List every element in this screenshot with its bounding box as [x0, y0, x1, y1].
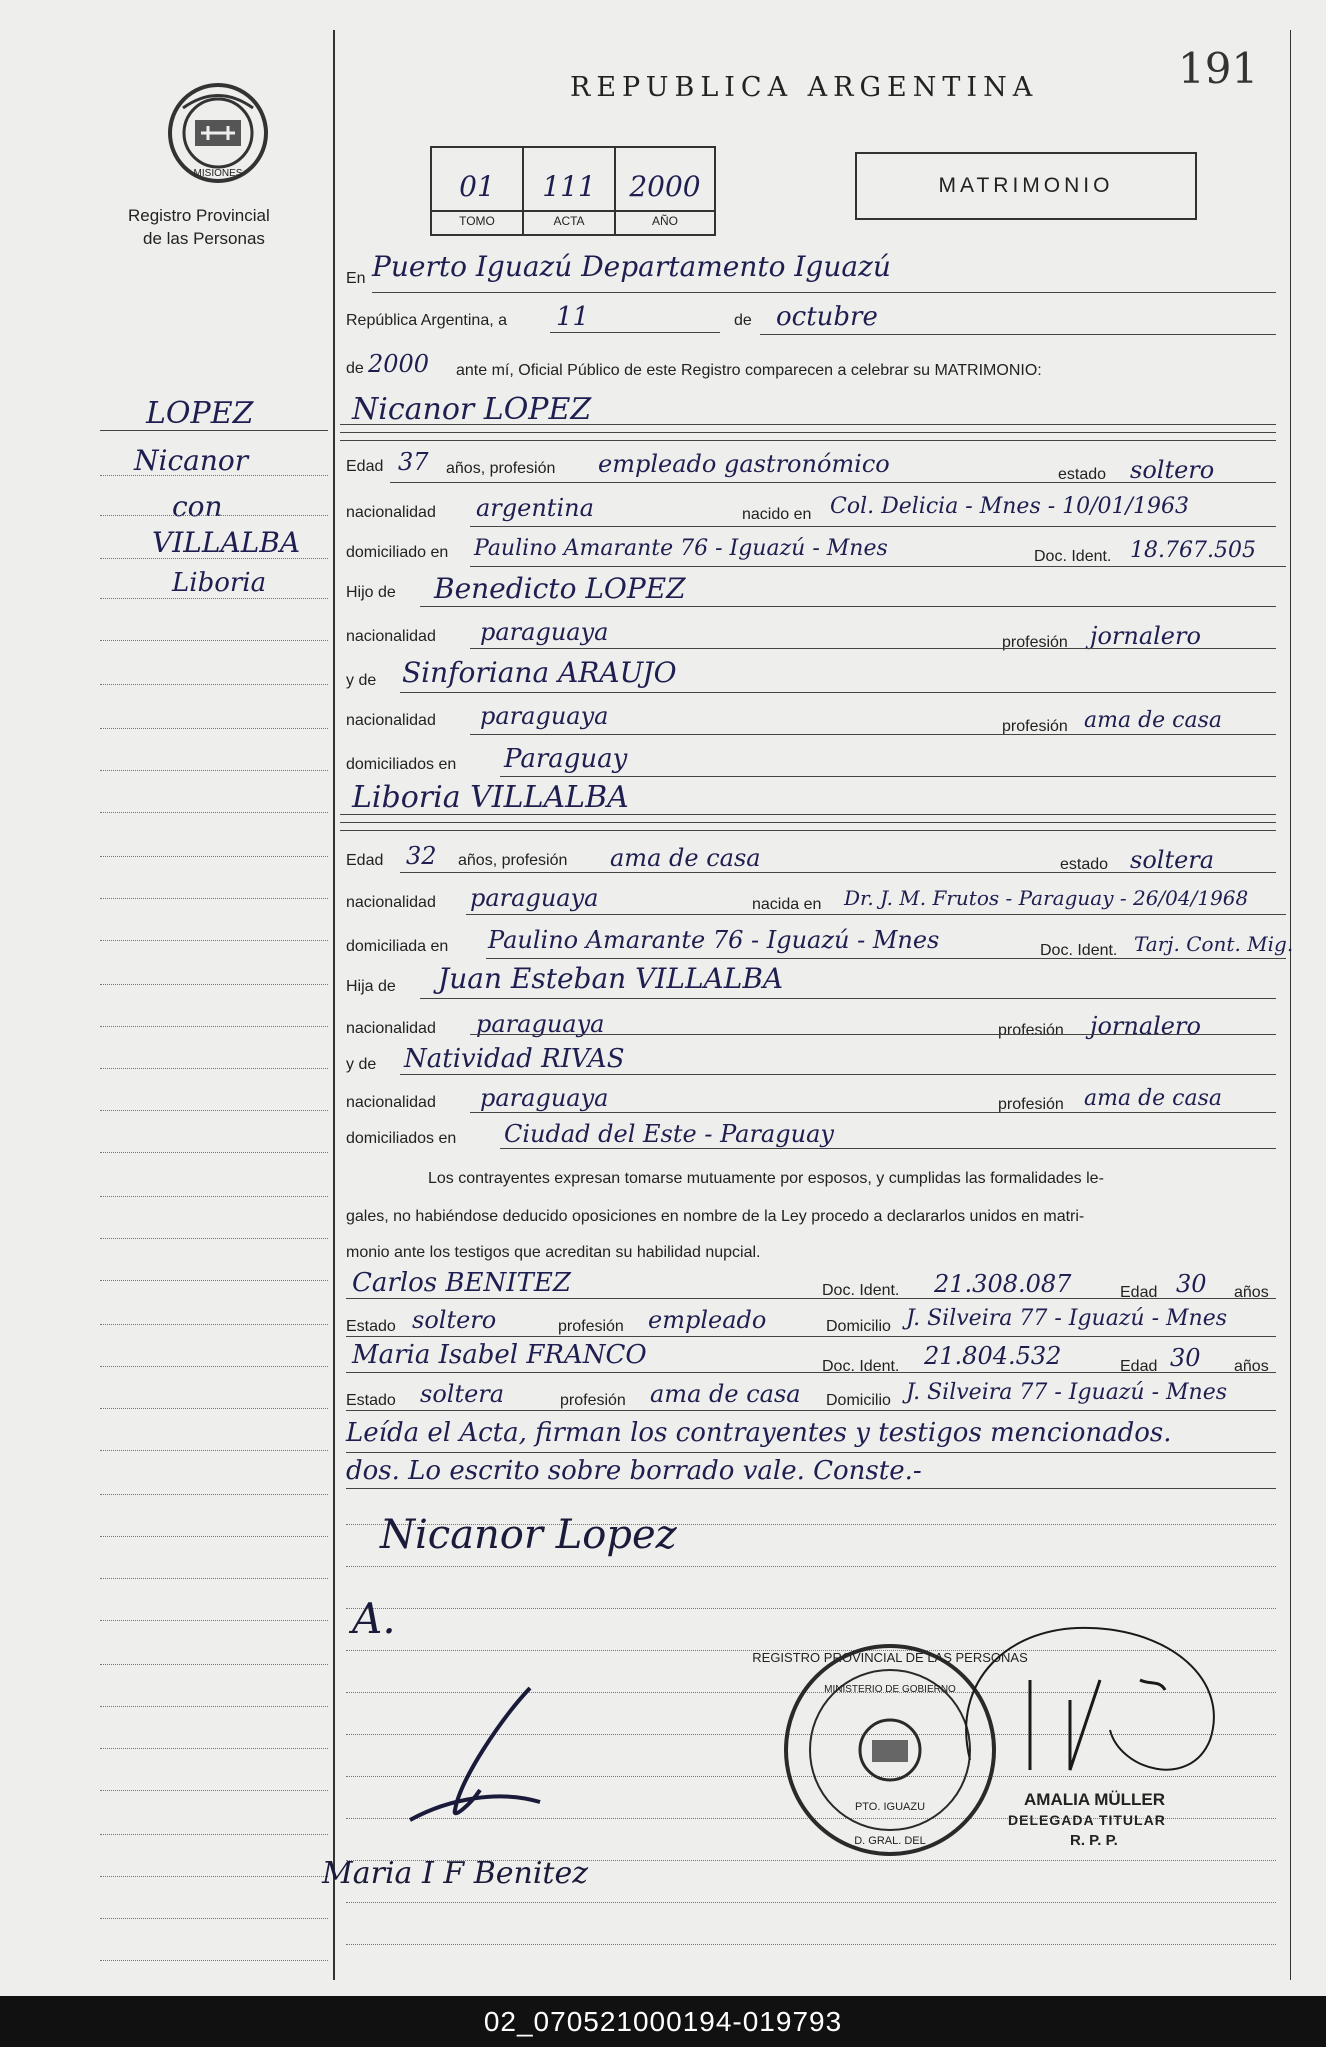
margin-dotted-line: [100, 770, 328, 771]
margin-dotted-line: [100, 558, 328, 559]
entry-rule: [340, 822, 1276, 823]
margin-dotted-line: [100, 1664, 328, 1665]
groom-hijo-label: Hijo de: [346, 584, 396, 601]
entry-rule: [346, 1336, 1276, 1337]
bride-father-nac-label: nacionalidad: [346, 1020, 436, 1037]
groom-signature: Nicanor Lopez: [380, 1512, 677, 1558]
witness-2-age: 30: [1170, 1344, 1201, 1372]
record-type-box: [855, 152, 1197, 220]
groom-estado: soltero: [1130, 456, 1215, 484]
bride-mother-prof-label: profesión: [998, 1096, 1064, 1113]
margin-dotted-line: [100, 984, 328, 985]
margin-dotted-line: [100, 1620, 328, 1621]
groom-full-name: Nicanor LOPEZ: [352, 392, 592, 427]
entry-rule: [470, 566, 1286, 567]
margin-dotted-line: [100, 475, 328, 476]
bride-profession: ama de casa: [610, 844, 761, 872]
closing-line-1: Leída el Acta, firman los contrayentes y testigos mencionados.: [346, 1418, 1172, 1448]
acta-label: ACTA: [553, 214, 585, 228]
entry-rule: [340, 440, 1276, 441]
witness-2-signature: Maria I F Benitez: [322, 1856, 589, 1891]
witness-1-signature-icon: [400, 1680, 550, 1830]
entry-rule: [500, 776, 1276, 777]
document-id-footer: 02_070521000194-019793: [0, 1996, 1326, 2047]
official-signature-icon: [950, 1620, 1240, 1790]
groom-profession: empleado gastronómico: [598, 450, 890, 478]
bride-mother: Natividad RIVAS: [404, 1044, 625, 1074]
witness-1-dom-label: Domicilio: [826, 1318, 891, 1335]
folio-number: 191: [1178, 44, 1259, 93]
bride-estado-label: estado: [1060, 856, 1109, 873]
witness-2-estado-label: Estado: [346, 1392, 396, 1409]
witness-2-prof-label: profesión: [560, 1392, 626, 1409]
bride-mother-nationality: paraguaya: [480, 1084, 609, 1112]
witness-1-prof-label: profesión: [558, 1318, 624, 1335]
declaration-line-3: monio ante los testigos que acreditan su habilidad nupcial.: [346, 1244, 761, 1261]
bride-mother-profession: ama de casa: [1084, 1086, 1223, 1111]
witness-1-anos-label: años: [1234, 1284, 1269, 1301]
margin-dotted-line: [100, 1068, 328, 1069]
registry-name-line1: Registro Provincial: [128, 206, 270, 225]
official-org: R. P. P.: [1070, 1832, 1118, 1849]
entry-rule: [340, 432, 1276, 433]
witness-2-profession: ama de casa: [650, 1380, 801, 1408]
entry-rule: [400, 692, 1276, 693]
month-de-label: de: [734, 312, 752, 329]
bride-mother-nac-label: nacionalidad: [346, 1094, 436, 1111]
groom-yde-label: y de: [346, 672, 377, 689]
bride-age-suffix: años, profesión: [458, 852, 568, 869]
bride-nationality: paraguaya: [470, 884, 599, 912]
bride-doc: Tarj. Cont. Mig.: [1134, 932, 1294, 956]
bride-father: Juan Esteban VILLALBA: [438, 962, 784, 995]
groom-domicile: Paulino Amarante 76 - Iguazú - Mnes: [474, 536, 888, 561]
declaration-line-1: Los contrayentes expresan tomarse mutuamente por esposos, y cumplidas las formalidades le-: [428, 1170, 1104, 1187]
margin-dotted-line: [100, 812, 328, 813]
stamp-outer-text: REGISTRO PROVINCIAL DE LAS PERSONAS: [752, 1650, 1028, 1665]
groom-parents-domicile: Paraguay: [504, 744, 628, 774]
bride-doc-label: Doc. Ident.: [1040, 942, 1118, 959]
bride-age: 32: [406, 842, 437, 870]
left-margin-rule: [333, 30, 335, 1980]
intro-statement: ante mí, Oficial Público de este Registro comparecen a celebrar su MATRIMONIO:: [456, 362, 1042, 379]
month-value: octubre: [776, 302, 878, 332]
groom-parents-dom-label: domiciliados en: [346, 756, 457, 773]
entry-rule: [400, 872, 1276, 873]
entry-rule: [470, 1112, 1276, 1113]
groom-father-nac-label: nacionalidad: [346, 628, 436, 645]
day-value: 11: [556, 302, 590, 332]
entry-rule: [372, 292, 1276, 293]
registry-name-line2: de las Personas: [143, 229, 265, 248]
witness-2-dom-label: Domicilio: [826, 1392, 891, 1409]
groom-father-nationality: paraguaya: [480, 618, 609, 646]
groom-dom-label: domiciliado en: [346, 544, 449, 561]
margin-dotted-line: [100, 1536, 328, 1537]
signature-line: [346, 1944, 1276, 1945]
entry-rule: [340, 424, 1276, 425]
provincial-seal-icon: [163, 78, 273, 188]
witness-2-doc-label: Doc. Ident.: [822, 1358, 900, 1375]
acta-value: 111: [542, 170, 596, 203]
groom-born-label: nacido en: [742, 506, 812, 523]
witness-2-anos-label: años: [1234, 1358, 1269, 1375]
bride-father-nationality: paraguaya: [476, 1010, 605, 1038]
margin-dotted-line: [100, 1578, 328, 1579]
margin-dotted-line: [100, 1408, 328, 1409]
entry-rule: [470, 1034, 1276, 1035]
witness-1-profession: empleado: [648, 1306, 767, 1334]
tomo-label: TOMO: [459, 214, 495, 228]
groom-father-profession: jornalero: [1090, 622, 1201, 650]
entry-rule: [420, 998, 1276, 999]
witness-2-doc: 21.804.532: [924, 1342, 1062, 1370]
entry-rule: [550, 332, 720, 333]
margin-dotted-line: [100, 1748, 328, 1749]
bride-yde-label: y de: [346, 1056, 377, 1073]
groom-age: 37: [398, 448, 429, 476]
entry-rule: [466, 914, 1286, 915]
witness-1-doc-label: Doc. Ident.: [822, 1282, 900, 1299]
entry-rule: [340, 814, 1276, 815]
margin-dotted-line: [100, 598, 328, 599]
witness-1-domicile: J. Silveira 77 - Iguazú - Mnes: [906, 1306, 1228, 1331]
entry-rule: [486, 958, 1286, 959]
margin-dotted-line: [100, 898, 328, 899]
groom-estado-label: estado: [1058, 466, 1107, 483]
margin-dotted-line: [100, 640, 328, 641]
ano-value: 2000: [629, 170, 701, 203]
entry-rule: [346, 1410, 1276, 1411]
witness-2-name: Maria Isabel FRANCO: [352, 1340, 647, 1370]
entry-rule: [760, 334, 1276, 335]
margin-dotted-line: [100, 1196, 328, 1197]
groom-father-prof-label: profesión: [1002, 634, 1068, 651]
margin-dotted-line: [100, 1494, 328, 1495]
margin-dotted-line: [100, 1026, 328, 1027]
entry-rule: [346, 1452, 1276, 1453]
entry-rule: [420, 606, 1276, 607]
entry-rule: [390, 482, 1276, 483]
entry-rule: [470, 734, 1276, 735]
margin-dotted-line: [100, 940, 328, 941]
bride-dom-label: domiciliada en: [346, 938, 449, 955]
groom-mother-profession: ama de casa: [1084, 708, 1223, 733]
groom-father: Benedicto LOPEZ: [434, 572, 686, 605]
margin-dotted-line: [100, 1110, 328, 1111]
groom-mother-prof-label: profesión: [1002, 718, 1068, 735]
signature-line: [346, 1608, 1276, 1609]
entry-rule: [346, 1488, 1276, 1489]
bride-estado: soltera: [1130, 846, 1215, 874]
official-title: DELEGADA TITULAR: [1008, 1812, 1166, 1828]
ano-label: AÑO: [651, 214, 678, 228]
witness-2-domicile: J. Silveira 77 - Iguazú - Mnes: [906, 1380, 1228, 1405]
margin-dotted-line: [100, 1324, 328, 1325]
bride-full-name: Liboria VILLALBA: [352, 780, 629, 815]
margin-dotted-line: [100, 1152, 328, 1153]
tomo-value: 01: [459, 170, 495, 203]
place-value: Puerto Iguazú Departamento Iguazú: [372, 250, 891, 283]
margin-dotted-line: [100, 1450, 328, 1451]
witness-1-doc: 21.308.087: [934, 1270, 1072, 1298]
witness-1-estado: soltero: [412, 1306, 497, 1334]
margin-dotted-line: [100, 1876, 328, 1877]
official-name: AMALIA MÜLLER: [1024, 1790, 1166, 1809]
bride-father-prof-label: profesión: [998, 1022, 1064, 1039]
closing-line-2: dos. Lo escrito sobre borrado vale. Conste.-: [346, 1456, 922, 1486]
groom-age-suffix: años, profesión: [446, 460, 556, 477]
signature-line: [346, 1902, 1276, 1903]
stamp-inner-text: MINISTERIO DE GOBIERNO: [824, 1684, 956, 1695]
margin-groom-name: Nicanor: [134, 444, 249, 477]
margin-dotted-line: [100, 1790, 328, 1791]
bride-nac-label: nacionalidad: [346, 894, 436, 911]
groom-mother: Sinforiana ARAUJO: [402, 656, 677, 689]
entry-rule: [346, 1298, 1276, 1299]
entry-rule: [470, 648, 1276, 649]
entry-rule: [346, 1372, 1276, 1373]
witness-1-estado-label: Estado: [346, 1318, 396, 1335]
bride-hija-label: Hija de: [346, 978, 396, 995]
bride-born-label: nacida en: [752, 896, 822, 913]
bride-born: Dr. J. M. Frutos - Paraguay - 26/04/1968: [844, 886, 1249, 910]
groom-nac-label: nacionalidad: [346, 504, 436, 521]
groom-doc-label: Doc. Ident.: [1034, 548, 1112, 565]
margin-bride-surname: VILLALBA: [152, 526, 301, 559]
en-label: En: [346, 270, 366, 287]
groom-mother-nac-label: nacionalidad: [346, 712, 436, 729]
margin-dotted-line: [100, 1280, 328, 1281]
margin-dotted-line: [100, 1834, 328, 1835]
margin-rule: [100, 430, 328, 431]
witness-1-age: 30: [1176, 1270, 1207, 1298]
bride-parents-dom-label: domiciliados en: [346, 1130, 457, 1147]
margin-conjunction: con: [172, 490, 223, 523]
entry-rule: [400, 1074, 1276, 1075]
year-de-label: de: [346, 360, 364, 377]
groom-doc: 18.767.505: [1130, 538, 1256, 563]
margin-dotted-line: [100, 1706, 328, 1707]
margin-dotted-line: [100, 684, 328, 685]
margin-dotted-line: [100, 1238, 328, 1239]
bride-edad-label: Edad: [346, 852, 384, 869]
margin-dotted-line: [100, 1366, 328, 1367]
entry-rule: [500, 1148, 1276, 1149]
margin-bride-name: Liboria: [172, 568, 267, 598]
right-edge-rule: [1290, 30, 1291, 1980]
entry-rule: [340, 830, 1276, 831]
year-value: 2000: [368, 350, 430, 378]
bride-father-profession: jornalero: [1090, 1012, 1201, 1040]
bride-mark: A.: [352, 1594, 396, 1643]
margin-dotted-line: [100, 515, 328, 516]
bride-domicile: Paulino Amarante 76 - Iguazú - Mnes: [488, 926, 940, 954]
declaration-line-2: gales, no habiéndose deducido oposiciones en nombre de la Ley procedo a declararlos unidos en matri-: [346, 1208, 1085, 1225]
groom-mother-nationality: paraguaya: [480, 702, 609, 730]
margin-dotted-line: [100, 856, 328, 857]
witness-1-edad-label: Edad: [1120, 1284, 1158, 1301]
bride-parents-domicile: Ciudad del Este - Paraguay: [504, 1120, 834, 1148]
signature-line: [346, 1566, 1276, 1567]
stamp-side-text: D. GRAL. DEL: [854, 1835, 926, 1847]
republic-label: República Argentina, a: [346, 312, 507, 329]
record-number-box: [430, 146, 716, 236]
margin-dotted-line: [100, 1960, 328, 1961]
witness-2-edad-label: Edad: [1120, 1358, 1158, 1375]
groom-edad-label: Edad: [346, 458, 384, 475]
country-title: REPUBLICA ARGENTINA: [570, 72, 1039, 103]
margin-dotted-line: [100, 1918, 328, 1919]
margin-groom-surname: LOPEZ: [146, 396, 254, 431]
entry-rule: [470, 526, 1276, 527]
witness-2-estado: soltera: [420, 1380, 505, 1408]
record-type: MATRIMONIO: [938, 174, 1114, 197]
seal-caption: MISIONES: [193, 168, 243, 179]
margin-dotted-line: [100, 728, 328, 729]
groom-born: Col. Delicia - Mnes - 10/01/1963: [830, 494, 1189, 519]
groom-nationality: argentina: [476, 494, 594, 522]
stamp-place-text: PTO. IGUAZU: [854, 1801, 926, 1813]
witness-1-name: Carlos BENITEZ: [352, 1268, 571, 1298]
